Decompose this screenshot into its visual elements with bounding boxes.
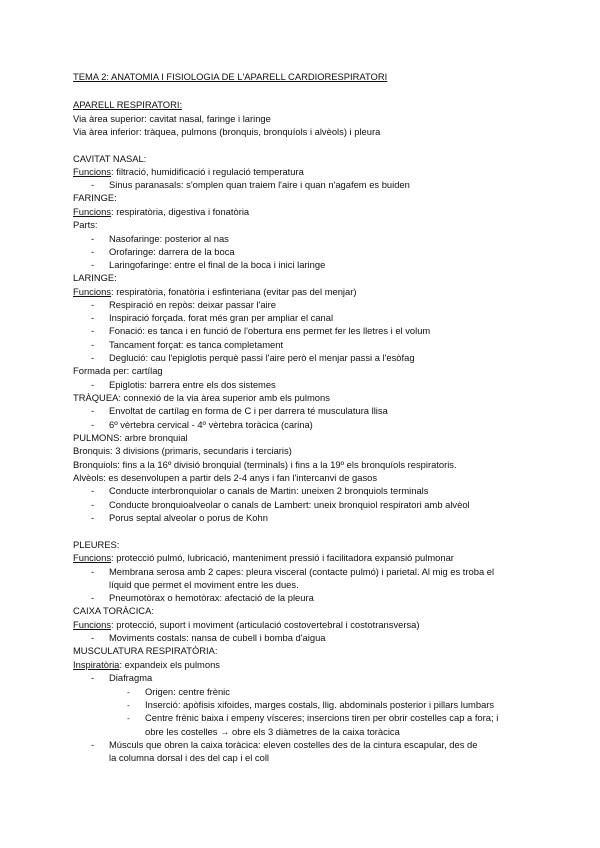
laringe-bullet: Epiglotis: barrera entre els dos sistemes [109, 379, 276, 390]
aparell-inferior: Via àrea inferior: tràquea, pulmons (bronquis, bronquíols i alvèols) i pleura [73, 126, 381, 137]
musculatura-heading: MUSCULATURA RESPIRATÒRIA: [73, 645, 218, 656]
funcions-text: : respiratòria, digestiva i fonatòria [111, 206, 250, 217]
musculatura-bullet-cont: la columna dorsal i des del cap i el coll [109, 752, 269, 763]
pulmons-bronquis: Bronquis: 3 divisions (primaris, secundaris i terciaris) [73, 445, 292, 456]
funcions-label: Funcions [73, 206, 112, 217]
traquea-bullet: 6º vèrtebra cervical - 4º vèrtebra toràcica (carina) [109, 419, 313, 430]
faringe-bullet: Laringofaringe: entre el final de la boca i inici laringe [109, 259, 326, 270]
musculatura-inspiratoria [73, 659, 220, 671]
bullet-dash: - [91, 299, 95, 310]
laringe-bullet: Fonació: es tanca i en funció de l'obertura ens permet fer les lletres i el volum [109, 325, 431, 336]
bullet-dash: - [91, 566, 95, 577]
diafragma-sub: Inserció: apòfisis xifoides, marges costals, llig. abdominals posterior i pillars lumbars [145, 699, 495, 710]
bullet-dash: - [91, 592, 95, 603]
pulmons-bullet: Porus septal alveolar o porus de Kohn [109, 512, 268, 523]
laringe-funcions [73, 286, 356, 298]
funcions-label: Funcions [73, 552, 112, 563]
bullet-dash: - [91, 352, 95, 363]
bullet-dash: - [91, 259, 95, 270]
funcions-label: Funcions [73, 286, 112, 297]
faringe-funcions [73, 206, 249, 218]
pleures-bullet: Membrana serosa amb 2 capes: pleura visceral (contacte pulmó) i parietal. Al mig es troba el [109, 566, 495, 577]
pulmons-line: PULMONS: arbre bronquial [73, 432, 188, 443]
aparell-heading: APARELL RESPIRATORI: [73, 99, 183, 110]
laringe-formada: Formada per: cartílag [73, 365, 163, 376]
funcions-text: : protecció pulmó, lubricació, manteniment pressió i facilitadora expansió pulmonar [111, 552, 454, 563]
sub-bullet-dash: - [127, 700, 130, 710]
funcions-text: : protecció, suport i moviment (articulació costovertebral i costotransversa) [111, 619, 420, 630]
diafragma-item: Diafragma [109, 672, 153, 683]
inspiratoria-text: : expandeix els pulmons [119, 659, 220, 670]
faringe-parts: Parts: [73, 219, 98, 230]
bullet-dash: - [91, 512, 95, 523]
bullet-dash: - [91, 379, 95, 390]
bullet-dash: - [91, 499, 95, 510]
bullet-dash: - [91, 233, 95, 244]
funcions-text: : respiratòria, fonatòria i esfinteriana (evitar pas del menjar) [111, 286, 357, 297]
caixa-funcions [73, 619, 420, 631]
pulmons-bullet: Conducte bronquioalveolar o canals de Lambert: uneix bronquiol respiratori amb alvèol [109, 499, 470, 510]
pulmons-bronquiols: Bronquiols: fins a la 16º divisió bronquial (terminals) i fins a la 19º els bronquíols respiratoris. [73, 459, 457, 470]
bullet-dash: - [91, 632, 95, 643]
bullet-dash: - [91, 179, 95, 190]
faringe-heading: FARINGE: [73, 192, 117, 203]
traquea-line: TRÀQUEA: connexió de la via àrea superior amb els pulmons [73, 392, 330, 403]
cavitat-heading: CAVITAT NASAL: [73, 153, 147, 164]
pulmons-alveols: Alvèols: es desenvolupen a partir dels 2-4 anys i fan l'intercanvi de gasos [73, 472, 378, 483]
diafragma-sub-cont: obre les costelles → obre els 3 diàmetres de la caixa toràcica [145, 726, 400, 737]
pleures-heading: PLEURES: [73, 539, 120, 550]
pleures-bullet-cont: líquid que permet el moviment entre les dues. [109, 579, 299, 590]
inspiratoria-label: Inspiratòria [73, 659, 120, 670]
cavitat-bullet: Sinus paranasals: s'omplen quan traiem l'aire i quan n'agafem es buiden [109, 179, 410, 190]
bullet-dash: - [91, 485, 95, 496]
laringe-bullet: Respiració en repòs: deixar passar l'aire [109, 299, 276, 310]
caixa-heading: CAIXA TORÀCICA: [73, 605, 154, 616]
funcions-text: : filtració, humidificació i regulació temperatura [111, 166, 304, 177]
bullet-dash: - [91, 339, 95, 350]
pleures-bullet: Pneumotòrax o hemotòrax: afectació de la pleura [109, 592, 314, 603]
laringe-heading: LARINGE: [73, 272, 117, 283]
sub-bullet-dash: - [127, 687, 130, 697]
bullet-dash: - [91, 739, 95, 750]
cavitat-funcions [73, 166, 304, 178]
musculatura-bullet: Músculs que obren la caixa toràcica: eleven costelles des de la cintura escapular, des de [109, 739, 478, 750]
laringe-bullet: Deglució: cau l'epiglotis perquè passi l'aire però el menjar passi a l'esòfag [109, 352, 415, 363]
pleures-funcions [73, 552, 454, 564]
sub-bullet-dash: - [127, 713, 130, 723]
diafragma-sub: Centre frènic baixa i empeny vísceres; insercions tiren per obrir costelles cap a fora; i [145, 712, 499, 723]
diafragma-sub: Origen: centre frènic [145, 686, 230, 697]
bullet-dash: - [91, 246, 95, 257]
traquea-bullet: Envoltat de cartílag en forma de C i per darrera té musculatura llisa [109, 405, 388, 416]
pulmons-bullet: Conducte interbronquiolar o canals de Martin: uneixen 2 bronquiols terminals [109, 485, 429, 496]
bullet-dash: - [91, 672, 95, 683]
funcions-label: Funcions [73, 619, 112, 630]
faringe-bullet: Nasofaringe: posterior al nas [109, 233, 229, 244]
faringe-bullet: Orofaringe: darrera de la boca [109, 246, 235, 257]
bullet-dash: - [91, 405, 95, 416]
aparell-superior: Via àrea superior: cavitat nasal, faringe i laringe [73, 113, 271, 124]
funcions-label: Funcions [73, 166, 112, 177]
document-title: TEMA 2: ANATOMIA I FISIOLOGIA DE L'APARELL CARDIORESPIRATORI [73, 71, 388, 82]
bullet-dash: - [91, 325, 95, 336]
caixa-bullet: Moviments costals: nansa de cubell i bomba d'aigua [109, 632, 326, 643]
laringe-bullet: Inspiració forçada. forat més gran per ampliar el canal [109, 312, 334, 323]
bullet-dash: - [91, 419, 95, 430]
bullet-dash: - [91, 312, 95, 323]
laringe-bullet: Tancament forçat: es tanca completament [109, 339, 284, 350]
